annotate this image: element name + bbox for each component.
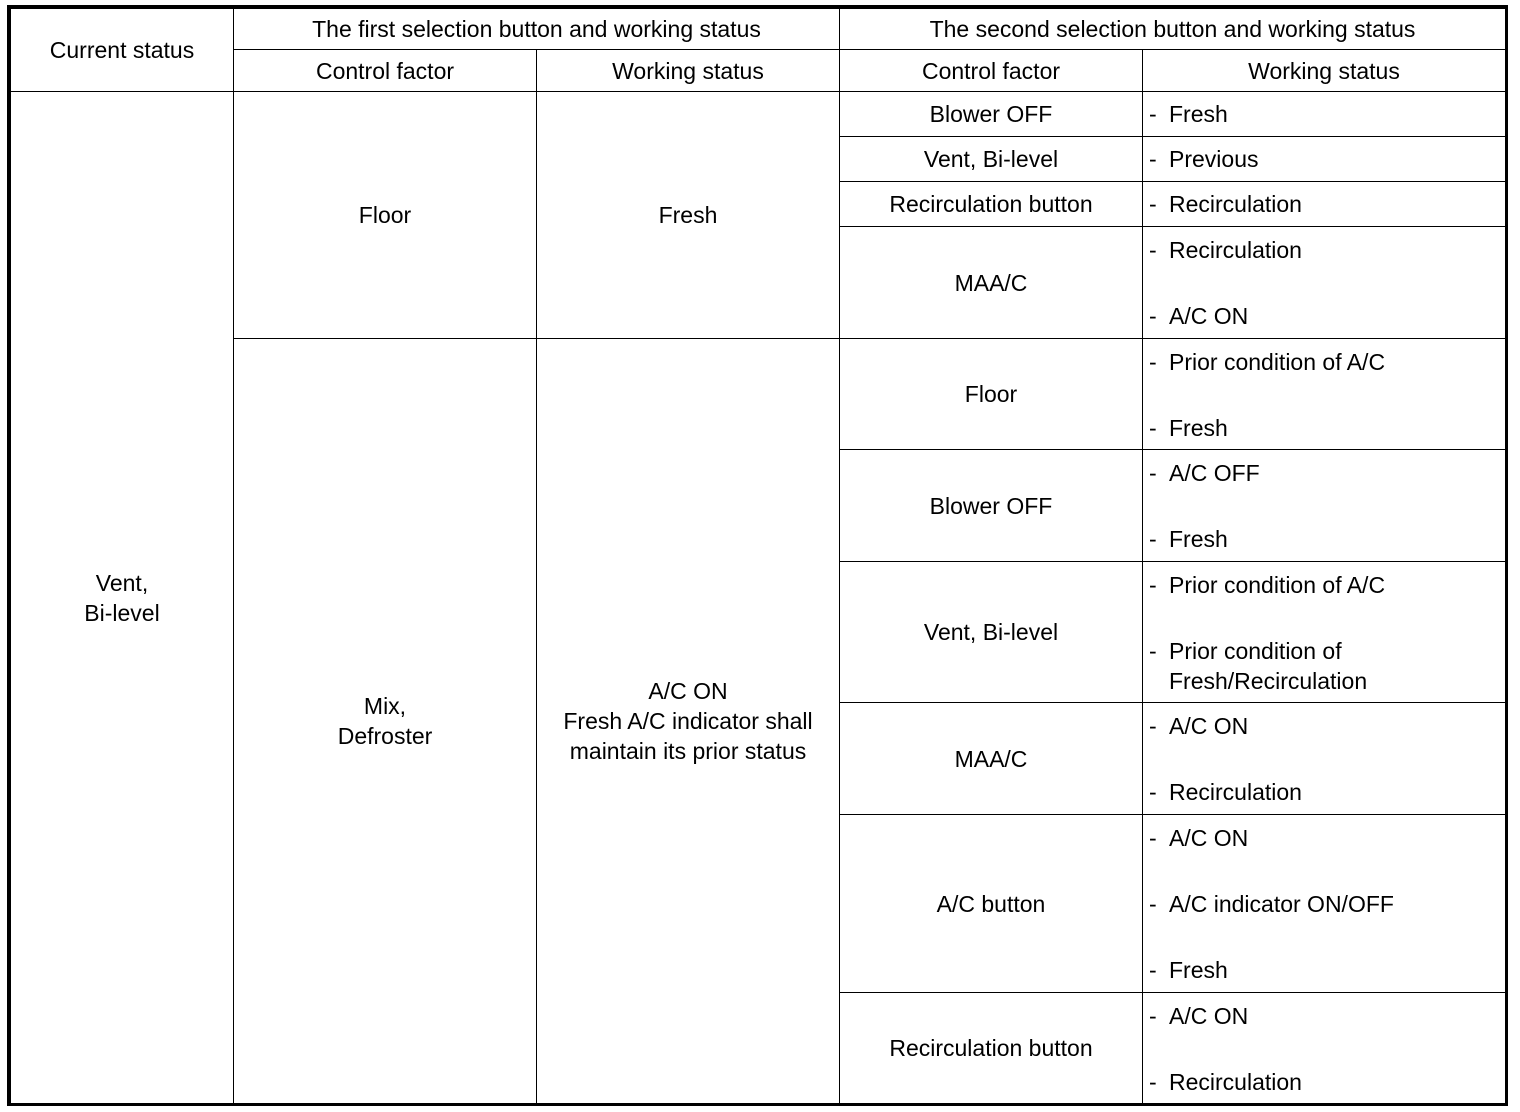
second-control-factor-cell: Recirculation button [840, 993, 1143, 1104]
second-working-status-cell [1143, 137, 1506, 182]
bullet-dash: - [1149, 638, 1157, 664]
bullet-dash: - [1149, 779, 1157, 805]
current-status-line: Vent, [95, 569, 149, 596]
status-item: - Prior condition of A/C [1149, 572, 1386, 598]
first-control-factor-cell [234, 339, 537, 1104]
second-control-factor-cell: Floor [840, 339, 1143, 450]
bullet-dash: - [1149, 237, 1157, 263]
bullet-dash: - [1149, 146, 1157, 172]
header-row-1 [11, 9, 1506, 50]
second-control-factor-cell: Blower OFF [840, 450, 1143, 562]
second-working-status-cell [1143, 993, 1506, 1104]
second-working-status-cell [1143, 92, 1506, 137]
second-working-status-cell [1143, 339, 1506, 450]
bullet-dash: - [1149, 572, 1157, 598]
first-control-line: Defroster [337, 723, 433, 749]
first-working-line: maintain its prior status [569, 738, 807, 764]
bullet-dash: - [1149, 349, 1157, 375]
first-working-status-cell: Fresh [537, 92, 840, 339]
status-item: - Fresh [1149, 415, 1228, 441]
bullet-dash: - [1149, 191, 1157, 217]
second-control-factor-cell: Blower OFF [840, 92, 1143, 137]
second-working-status-cell [1143, 703, 1506, 815]
bullet-dash: - [1149, 303, 1157, 329]
header-first-control-factor: Control factor [234, 50, 537, 92]
status-item: - Fresh [1149, 101, 1228, 127]
status-item: - Prior condition of Fresh/Recirculation [1149, 638, 1368, 694]
status-item: - Prior condition of A/C [1149, 349, 1386, 375]
status-item: - Recirculation [1149, 191, 1302, 217]
header-row-2 [11, 50, 1506, 92]
header-current-status: Current status [11, 9, 234, 92]
status-item: - A/C ON [1149, 825, 1249, 851]
second-control-factor-cell: Vent, Bi-level [840, 562, 1143, 703]
second-control-factor-cell: Vent, Bi-level [840, 137, 1143, 182]
bullet-dash: - [1149, 891, 1157, 917]
status-item: - A/C indicator ON/OFF [1149, 891, 1394, 917]
first-working-line: Fresh A/C indicator shall [563, 708, 813, 734]
bullet-dash: - [1149, 957, 1157, 983]
bullet-dash: - [1149, 526, 1157, 552]
second-control-factor-cell: A/C button [840, 815, 1143, 993]
header-second-control-factor: Control factor [840, 50, 1143, 92]
status-item: - Recirculation [1149, 779, 1302, 805]
table-row [11, 92, 1506, 137]
first-control-line: Mix, [363, 693, 407, 719]
second-control-factor-cell: Recirculation button [840, 182, 1143, 227]
status-item: - A/C ON [1149, 1003, 1249, 1029]
bullet-dash: - [1149, 460, 1157, 486]
first-working-status-cell [537, 339, 840, 1104]
status-item: - Fresh [1149, 957, 1228, 983]
status-item: - Previous [1149, 146, 1259, 172]
bullet-dash: - [1149, 825, 1157, 851]
first-control-factor-cell: Floor [234, 92, 537, 339]
status-item: - Recirculation [1149, 237, 1302, 263]
second-working-status-cell [1143, 562, 1506, 703]
header-first-group: The first selection button and working status [234, 9, 840, 50]
bullet-dash: - [1149, 1069, 1157, 1095]
status-item: - Fresh [1149, 526, 1228, 552]
second-working-status-cell [1143, 227, 1506, 339]
current-status-cell [11, 92, 234, 1104]
first-working-line: A/C ON [648, 678, 728, 704]
table-row [11, 339, 1506, 450]
status-table [10, 8, 1506, 1104]
header-second-group: The second selection button and working status [840, 9, 1506, 50]
second-control-factor-cell: MAA/C [840, 703, 1143, 815]
status-item: - Recirculation [1149, 1069, 1302, 1095]
bullet-dash: - [1149, 1003, 1157, 1029]
bullet-dash: - [1149, 101, 1157, 127]
status-item: - A/C ON [1149, 713, 1249, 739]
second-control-factor-cell: MAA/C [840, 227, 1143, 339]
header-second-working-status: Working status [1143, 50, 1506, 92]
current-status-line: Bi-level [84, 599, 160, 626]
bullet-dash: - [1149, 415, 1157, 441]
second-working-status-cell [1143, 182, 1506, 227]
second-working-status-cell [1143, 450, 1506, 562]
second-working-status-cell [1143, 815, 1506, 993]
status-item: - A/C OFF [1149, 460, 1260, 486]
header-first-working-status: Working status [537, 50, 840, 92]
bullet-dash: - [1149, 713, 1157, 739]
status-item: - A/C ON [1149, 303, 1249, 329]
